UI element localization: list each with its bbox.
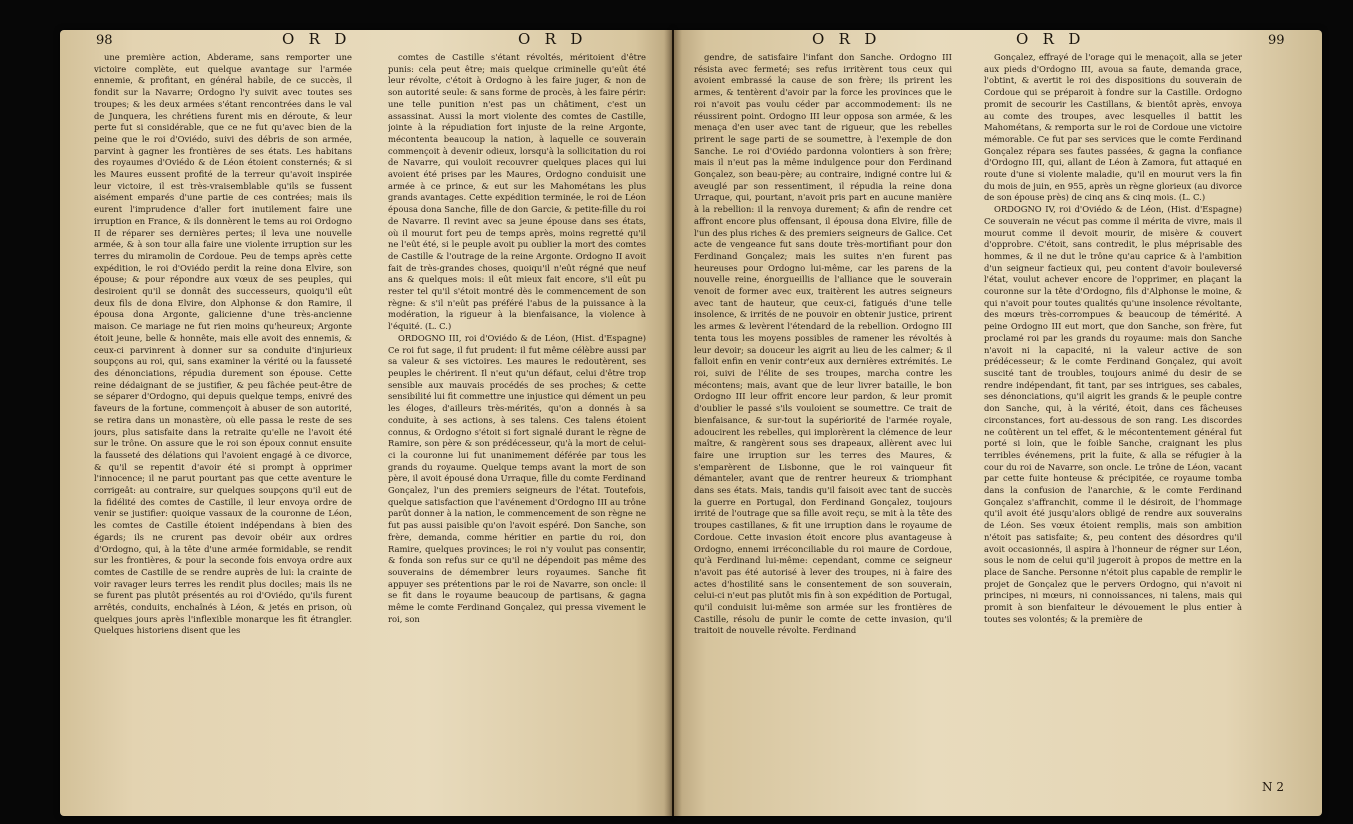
right-page-column-2 xyxy=(984,52,1242,774)
right-running-head-2: O R D xyxy=(1016,30,1086,48)
left-page-column-2 xyxy=(388,52,646,797)
right-page-number: 99 xyxy=(1268,33,1285,48)
right-col2-text: Gonçalez, effrayé de l'orage qui le menaçoit, alla se jeter aux pieds d'Ordogno III, avoua sa faute, demanda grace, l'obtint, & avertit le roi des dispositions du souverain de Cordoue qui se préparoit à fondre sur la Castille. Ordogno promit de secourir les Castillans, & bientôt après, envoya au comte des troupes, avec lesquelles il battit les Mahométans, & remporta sur le roi de Cordoue une victoire mémorable. Ce fut par ses services que le comte Ferdinand Gonçalez répara ses fautes passées, & gagna la confiance d'Ordogno III, qui, allant de Léon à Zamora, fut attaqué en route d'une si violente maladie, qu'il en mourut vers la fin du mois de juin, en 955, après un règne glorieux (au divorce de son épouse près) de cinq ans & cinq mois. (L. C.) xyxy=(984,52,1242,203)
left-page-number: 98 xyxy=(96,33,113,48)
left-col2-text: comtes de Castille s'étant révoltés, méritoient d'être punis: cela peut être; mais quelque criminelle qu'eût été leur révolte, c'étoit à Ordogno à les faire juger, & non de son autorité seule: & sans forme de procès, à les faire périr: une telle punition n'est pas un châtiment, c'est un assassinat. Aussi la mort violente des comtes de Castille, jointe à la répudiation fort injuste de la reine Argonte, mécontenta beaucoup la nation, à laquelle ce souverain commençoit à devenir odieux, lorsqu'à la sollicitation du roi de Navarre, qui vouloit recouvrer quelques places qui lui avoient été prises par les Maures, Ordogno conduisit une armée à ce prince, & eut sur les Mahométans les plus grands avantages. Cette expédition terminée, le roi de Léon épousa dona Sanche, fille de don Garcie, & petite-fille du roi de Navarre. Il revint avec sa jeune épouse dans ses états, où il mourut fort peu de temps après, moins regretté qu'il ne l'eût été, si le peuple avoit pu oublier la mort des comtes de Castille & l'outrage de la reine Argonte. Ordogno II avoit fait de très-grandes choses, quoiqu'il n'eût régné que neuf ans & quelques mois: il eût mieux fait encore, s'il eût pu rester tel qu'il s'étoit montré dès le commencement de son règne: & s'il n'eût pas préféré l'abus de la puissance à la modération, la rigueur à la bienfaisance, la violence à l'équité. (L. C.) xyxy=(388,52,646,332)
left-col2-entry-ordogno-iii: ORDOGNO III, roi d'Oviédo & de Léon, (Hist. d'Espagne) Ce roi fut sage, il fut prudent: il fut même célèbre aussi par sa valeur & ses victoires. Les maures le redoutèrent, ses peuples le chérirent. Il n'eut qu'un défaut, celui d'être trop sensible aux mauvais procédés de ses proches; & cette sensibilité lui fit commettre une injustice qui dément un peu les éloges, d'ailleurs très-mérités, qu'on a donnés à sa conduite, à ses actions, à ses talens. Ces talens étoient connus, & Ordogno s'étoit si fort signalé durant le règne de Ramire, son père & son prédécesseur, qu'à la mort de celui-ci la couronne lui fut unanimement déférée par tous les grands du royaume. Quelque temps avant la mort de son père, il avoit épousé dona Urraque, fille du comte Ferdinand Gonçalez, l'un des premiers seigneurs de l'état. Toutefois, quelque satisfaction que l'avénement d'Ordogno III au trône parût donner à la nation, le commencement de son règne ne fut pas aussi paisible qu'on l'avoit espéré. Don Sanche, son frère, demanda, comme héritier en partie du roi, don Ramire, quelques provinces; le roi n'y voulut pas consentir, & fonda son refus sur ce qu'il ne dépendoit pas même des souverains de démembrer leurs royaumes. Sanche fit appuyer ses prétentions par le roi de Navarre, son oncle: il se fit dans le royaume beaucoup de partisans, & gagna même le comte Ferdinand Gonçalez, qui pressa vivement le roi, son xyxy=(388,332,646,624)
left-page-column-1 xyxy=(94,52,352,797)
left-running-head-2: O R D xyxy=(518,30,588,48)
right-col2-entry-ordogno-iv: ORDOGNO IV, roi d'Oviédo & de Léon, (Hist. d'Espagne) Ce souverain ne vécut pas comme il mérita de vivre, mais il mourut comme il devoit mourir, de misère & couvert d'opprobre. C'étoit, sans contredit, le plus méprisable des hommes, & il ne dut le trône qu'au caprice & à l'ambition d'un seigneur factieux qui, peu content d'avoir bouleversé l'état, voulut achever encore de l'opprimer, en plaçant la couronne sur la tête d'Ordogno, fils d'Alphonse le moine, & qui n'avoit pour toutes qualités qu'une insolence révoltante, des mœurs très-corrompues & beaucoup de témérité. A peine Ordogno III eut mort, que don Sanche, son frère, fut proclamé roi par les grands du royaume: mais don Sanche n'avoit ni la capacité, ni la valeur active de son prédécesseur; & le comte Ferdinand Gonçalez, qui avoit suscité tant de troubles, toujours animé du desir de se rendre indépendant, fit tant, par ses intrigues, ses cabales, ses dénonciations, qu'il aigrit les grands & le peuple contre don Sanche, qui, à la vérité, étoit, dans ces fâcheuses circonstances, fort au-dessous de son rang. Les discordes ne coûtèrent un tel effet, & le mécontentement général fut porté si loin, que le foible Sanche, craignant les plus terribles événemens, prit la fuite, & alla se réfugier à la cour du roi de Navarre, son oncle. Le trône de Léon, vacant par cette fuite honteuse & précipitée, ce royaume tomba dans la confusion de l'anarchie, & le comte Ferdinand Gonçalez s'affranchit, comme il le désiroit, de l'hommage qu'il avoit été jusqu'alors obligé de rendre aux souverains de Léon. Ses vœux étoient remplis, mais son ambition n'étoit pas satisfaite; &, peu content des désordres qu'il avoit occasionnés, il aspira à l'honneur de régner sur Léon, sous le nom de celui qu'il jugeroit à propos de mettre en la place de Sanche. Personne n'étoit plus capable de remplir le projet de Gonçalez que le pervers Ordogno, qui n'avoit ni principes, ni mœurs, ni connoissances, ni talens, mais qui promit à son bienfaiteur le dévouement le plus entier à toutes ses volontés; & la première de xyxy=(984,204,1242,624)
left-col1-text: une première action, Abderame, sans remporter une victoire complète, eut quelque avantage sur l'armée ennemie, & profitant, en général habile, de ce succès, il fondit sur la Navarre; Ordogno l'y suivit avec toutes ses troupes; & les deux armées s'étant rencontrées dans le val de Junquera, les chrétiens furent mis en déroute, & leur perte fut si considérable, que ce ne fut qu'avec bien de la peine que le roi d'Oviédo, suivi des débris de son armée, parvint à gagner les frontières de ses états. Les habitans des royaumes d'Oviédo & de Léon étoient consternés; & si les Maures eussent profité de la terreur qu'avoit inspirée leur victoire, il est très-vraisemblable qu'ils se fussent aisément emparés d'une partie de ces contrées; mais ils eurent l'imprudence d'aller fort inutilement faire une irruption en France, & ils donnèrent le tems au roi Ordogno II de réparer ses dernières pertes; il leva une nouvelle armée, & à son tour alla faire une violente irruption sur les terres du miramolin de Cordoue. Peu de temps après cette expédition, le roi d'Oviédo perdit la reine dona Elvire, son épouse; & pour répondre aux vœux de ses peuples, qui desiroient qu'il se donnât des successeurs, quoiqu'il eût deux fils de dona Elvire, don Alphonse & don Ramire, il épousa dona Argonte, galicienne d'une très-ancienne maison. Ce mariage ne fut rien moins qu'heureux; Argonte étoit jeune, belle & honnête, mais elle avoit des ennemis, & ceux-ci parvinrent à donner sur sa conduite d'injurieux soupçons au roi, qui, sans examiner la vérité ou la fausseté des dénonciations, répudia durement son épouse. Cette reine dédaignant de se justifier, & peu fâchée peut-être de se séparer d'Ordogno, qui depuis quelque temps, enivré des faveurs de la fortune, commençoit à abuser de son autorité, se retira dans un monastère, où elle passa le reste de ses jours, plus satisfaite dans la retraite qu'elle ne l'avoit été sur le trône. On assure que le roi son époux connut ensuite la fausseté des délations qui l'avoient engagé à ce divorce, & qu'il se repentit d'avoir été si prompt à opprimer l'innocence; il ne parut pourtant pas que cette aventure le corrigeât: au contraire, sur quelques soupçons qu'il eut de la fidélité des comtes de Castille, il leur envoya ordre de venir se justifier: quoique vassaux de la couronne de Léon, les comtes de Castille étoient indépendans à bien des égards; ils ne crurent pas devoir obéir aux ordres d'Ordogno, qui, à la tête d'une armée formidable, se rendit sur les frontières, & pour la seconde fois envoya ordre aux comtes de Castille de se rendre auprès de lui: la crainte de voir ravager leurs terres les rendit plus dociles; mais ils ne se furent pas plutôt présentés au roi d'Oviédo, qu'ils furent arrêtés, conduits, enchaînés à Léon, & jetés en prison, où quelques jours après l'inflexible monarque les fit étrangler. Quelques historiens disent que les xyxy=(94,52,352,636)
right-page-column-1 xyxy=(694,52,952,797)
right-col1-text: gendre, de satisfaire l'infant don Sanche. Ordogno III résista avec fermeté; ses refus irritèrent tous ceux qui avoient embrassé la cause de son frère; ils prirent les armes, & tentèrent d'avoir par la force les provinces que le roi n'avoit pas voulu céder par accommodement: ils ne réussirent point. Ordogno III leur opposa son armée, & les menaça d'en user avec tant de rigueur, que les rebelles prirent le sage parti de se soumettre, à l'exemple de don Sanche. Le roi d'Oviédo pardonna volontiers à son frère; mais il n'eut pas la même indulgence pour don Ferdinand Gonçalez, son beau-père; au contraire, indigné contre lui & aveuglé par son ressentiment, il répudia la reine dona Urraque, qui, pourtant, n'avoit pris part en aucune manière à la rebellion: il la renvoya durement; & afin de rendre cet affront encore plus offensant, il épousa dona Elvire, fille de l'un des plus riches & des premiers seigneurs de Galice. Cet acte de vengeance fut sans doute très-mortifiant pour don Ferdinand Gonçalez; mais les suites n'en furent pas heureuses pour Ordogno lui-même, car les parens de la nouvelle reine, énorgueillis de l'alliance que le souverain venoit de former avec eux, traitèrent les autres seigneurs avec tant de hauteur, que ceux-ci, fatigués d'une telle insolence, & irrités de ne pouvoir en obtenir justice, prirent les armes & levèrent l'étendard de la rebellion. Ordogno III tenta tous les moyens possibles de ramener les révoltés à leur devoir; sa douceur les aigrit au lieu de les calmer; & il falloit enfin en venir contr'eux aux dernières extrémités. Le roi, suivi de l'élite de ses troupes, marcha contre les mécontens; mais, avant que de leur livrer bataille, le bon Ordogno III leur offrit encore leur pardon, & leur promit d'oublier le passé s'ils vouloient se soumettre. Ce trait de bienfaisance, & sur-tout la supériorité de l'armée royale, adoucirent les rebelles, qui implorèrent la clémence de leur maître, & rangèrent sous ses drapeaux, allèrent avec lui faire une irruption sur les terres des Maures, & s'emparèrent de Lisbonne, que le roi vainqueur fit démanteler, avant que de rentrer heureux & triomphant dans ses états. Mais, tandis qu'il faisoit avec tant de succès la guerre en Portugal, don Ferdinand Gonçalez, toujours irrité de l'outrage que sa fille avoit reçu, se mit à la tête des troupes castillanes, & fit une irruption dans le royaume de Cordoue. Cette invasion étoit encore plus avantageuse à Ordogno, ennemi irréconciliable du roi maure de Cordoue, qu'à Ferdinand lui-même: cependant, comme ce seigneur n'avoit pas été autorisé à lever des troupes, ni à faire des actes d'hostilité sans le consentement de son souverain, celui-ci n'eut pas plutôt mis fin à son expédition de Portugal, qu'il conduisit lui-même son armée sur les frontières de Castille, résolu de punir le comte de cette invasion, qu'il traitoit de nouvelle révolte. Ferdinand xyxy=(694,52,952,636)
catchword-signature: N 2 xyxy=(1262,780,1284,794)
right-running-head-1: O R D xyxy=(812,30,882,48)
book-gutter xyxy=(664,30,682,816)
left-running-head-1: O R D xyxy=(282,30,352,48)
